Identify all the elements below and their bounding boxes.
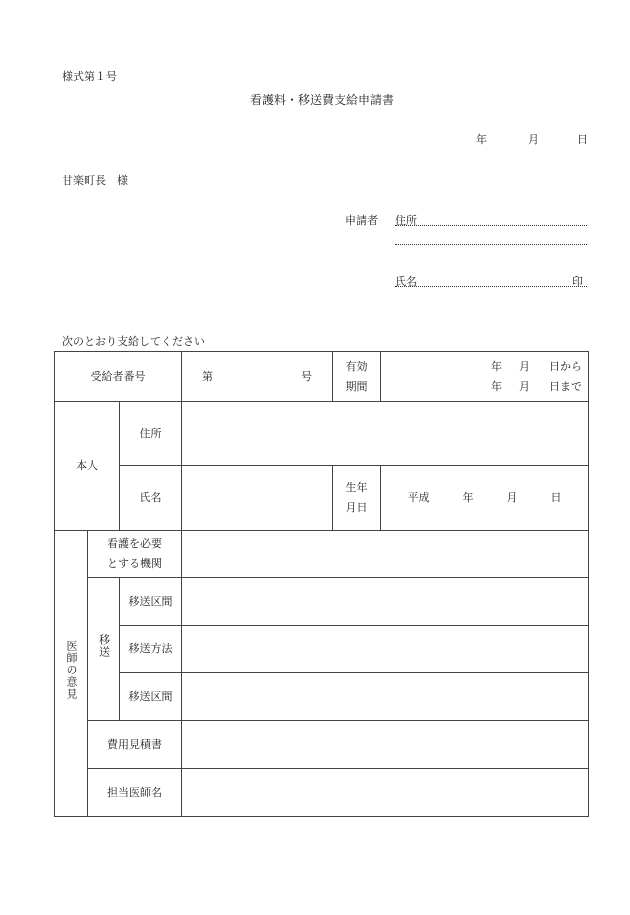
transport-section-row <box>55 578 589 626</box>
person-name-field[interactable] <box>182 466 333 531</box>
birth-label-line1: 生年 <box>345 481 368 494</box>
validity-to-year: 年 <box>491 379 503 393</box>
number-prefix: 第 <box>202 369 214 383</box>
person-name-row <box>55 466 589 531</box>
applicant-name-label: 氏名 <box>395 275 417 288</box>
nursing-needed-line2: とする機関 <box>107 557 163 570</box>
validity-from <box>381 357 588 377</box>
person-address-label: 住所 <box>120 402 182 466</box>
application-table <box>54 351 589 817</box>
transport-section-label: 移送区間 <box>120 578 182 626</box>
instruction-text: 次のとおり支給してください <box>62 335 205 348</box>
birth-label <box>333 466 381 531</box>
applicant-address-label: 住所 <box>395 214 417 227</box>
validity-to-month: 月 <box>519 379 531 393</box>
transport-section2-label: 移送区間 <box>120 673 182 721</box>
doctor-name-row <box>55 769 589 817</box>
date-year-label: 年 <box>476 133 487 146</box>
date-month-label: 月 <box>528 133 539 146</box>
person-address-field[interactable] <box>182 402 589 466</box>
recipient-number-field[interactable] <box>182 352 333 402</box>
number-suffix: 号 <box>301 369 313 383</box>
recipient-row <box>55 352 589 402</box>
birth-year: 年 <box>462 491 474 504</box>
transport-section2-field[interactable] <box>182 673 589 721</box>
validity-period-field[interactable] <box>381 352 589 402</box>
validity-label <box>333 352 381 402</box>
validity-from-year: 年 <box>491 359 503 373</box>
transport-section2-row <box>55 673 589 721</box>
birth-day: 日 <box>550 491 562 504</box>
validity-label-line2: 期間 <box>345 379 368 393</box>
doctor-name-field[interactable] <box>182 769 589 817</box>
doctor-opinion-label <box>55 531 88 817</box>
transport-method-label: 移送方法 <box>120 626 182 673</box>
person-address-row <box>55 402 589 466</box>
person-name-label: 氏名 <box>120 466 182 531</box>
transport-label <box>88 578 120 721</box>
transport-method-field[interactable] <box>182 626 589 673</box>
form-title: 看護料・移送費支給申請書 <box>250 93 395 107</box>
nursing-row <box>55 531 589 578</box>
birth-era: 平成 <box>407 491 430 504</box>
date-day-label: 日 <box>577 133 588 146</box>
cost-estimate-field[interactable] <box>182 721 589 769</box>
applicant-label: 申請者 <box>345 214 378 227</box>
doctor-name-label: 担当医師名 <box>88 769 182 817</box>
validity-label-line1: 有効 <box>345 359 368 373</box>
doctor-opinion-text: 医師の意見 <box>65 640 78 700</box>
birth-label-line2: 月日 <box>345 501 368 514</box>
nursing-needed-field[interactable] <box>182 531 589 578</box>
form-number: 様式第１号 <box>62 70 117 83</box>
cost-estimate-label: 費用見積書 <box>88 721 182 769</box>
person-label: 本人 <box>55 402 120 531</box>
applicant-address-line-2 <box>395 233 587 245</box>
birth-date-field[interactable] <box>381 466 589 531</box>
validity-from-day: 日から <box>549 359 583 373</box>
validity-to <box>381 377 588 397</box>
transport-method-row <box>55 626 589 673</box>
transport-section-field[interactable] <box>182 578 589 626</box>
seal-mark: 印 <box>572 275 583 288</box>
applicant-name-line <box>395 273 587 287</box>
validity-to-day: 日まで <box>549 379 583 393</box>
recipient-number-label: 受給者番号 <box>55 352 182 402</box>
transport-text: 移送 <box>97 633 111 658</box>
birth-month: 月 <box>506 491 518 504</box>
addressee: 甘楽町長 様 <box>62 174 128 187</box>
cost-estimate-row <box>55 721 589 769</box>
applicant-address-line <box>395 212 587 226</box>
nursing-needed-label <box>88 531 182 578</box>
validity-from-month: 月 <box>519 359 531 373</box>
nursing-needed-line1: 看護を必要 <box>107 537 163 550</box>
